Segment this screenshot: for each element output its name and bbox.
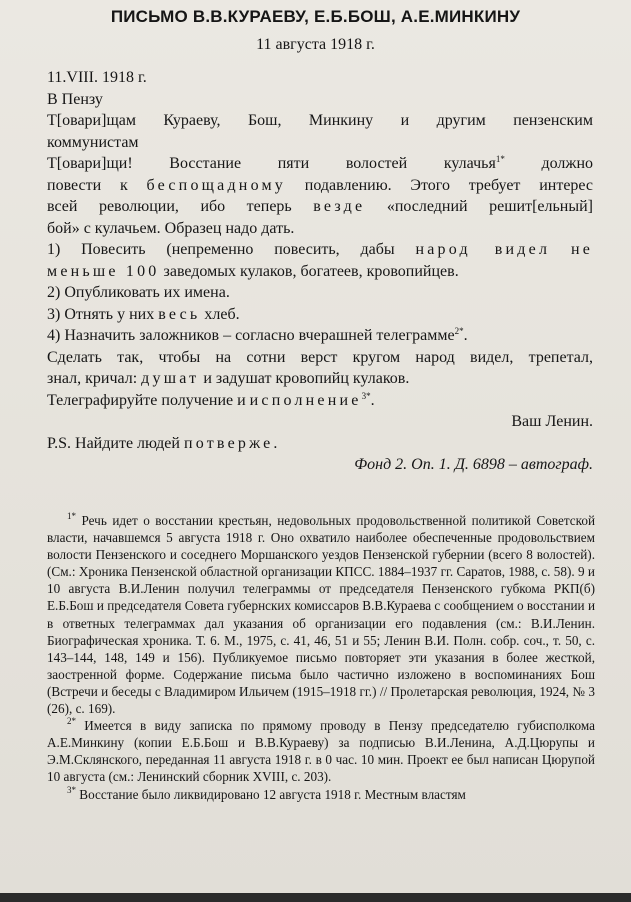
bottom-edge — [0, 893, 631, 902]
footnote-marker: 1* — [495, 154, 505, 164]
text-span: знал, кричал: — [47, 370, 138, 387]
text-span: . — [273, 434, 278, 452]
footnote-text: Речь идет о восстании крестьян, недовольных продовольственной политикой Советской власти, начавшемся 5 августа 1918 г. Оно охватило наиболее обеспеченные продовольствием волости Пензенского и соседнего Моршанского уездов Пензенской губернии (всего 8 волостей). (См.: Хроника Пензенской областной организации КПСС. 1884–1937 гг. Саратов, 1988, с. 58). 9 и 10 августа В.И.Ленин получил телеграммы от председателя Пензенского губкома РКП(б) Е.Б.Бош и председателя Совета губернских комиссаров В.В.Кураева с сообщением о восстании и в ответных телеграммах дал указания об организации его подавления (см.: В.И.Ленин. Биографическая хроника. Т. 6. М., 1975, с. 41, 46, 51 и 55; Ленин В.И. Полн. собр. соч., т. 50, с. 143–144, 148, 149 и 156). Публикуемое письмо повторяет эти указания в более жесткой, заостренной форме. Содержание письма было частично изложено в воспоминаниях Бош (Встречи и беседы с Владимиром Ильичем (1915–1918 гг.) // Пролетарская революция, 1924, № 3 (26), с. 169). — [47, 513, 596, 717]
text-span: всей революции, ибо теперь — [47, 198, 292, 215]
list-item-4 — [47, 325, 593, 347]
text-span: . — [370, 391, 375, 409]
footnote-marker: 3* — [361, 390, 371, 401]
text-span: 1) Повесить (непременно повесить, дабы — [47, 241, 395, 258]
letter-paragraph-line — [47, 175, 593, 197]
spaced-text: потверже — [183, 434, 274, 452]
list-item-3 — [47, 304, 593, 326]
letter-body — [47, 67, 593, 476]
footnote-1 — [47, 512, 595, 717]
letter-paragraph-line — [47, 196, 593, 218]
spaced-text: народ видел — [415, 241, 551, 258]
text-span: должно — [541, 155, 594, 172]
footnote-marker: 2* — [454, 326, 464, 336]
postscript — [47, 433, 593, 455]
footnote-marker: 1* — [67, 511, 76, 521]
letter-paragraph-line: бой» с кулачьем. Образец надо дать. — [47, 219, 295, 237]
letter-paragraph-line — [47, 368, 593, 390]
text-span: Т[овари]щи! Восстание пяти волостей кулачья — [47, 155, 496, 172]
spaced-text: исполнение — [249, 391, 362, 409]
text-span: Телеграфируйте получение и — [47, 391, 246, 409]
spaced-text: везде — [313, 198, 366, 215]
text-span: заведомых кулаков, богатеев, кровопийцев. — [163, 262, 459, 280]
list-item-1 — [47, 239, 593, 261]
letter-paragraph-line: Сделать так, чтобы на сотни верст кругом народ видел, трепетал, — [47, 348, 593, 366]
text-span: 4) Назначить заложников – согласно вчерашней телеграмме — [47, 327, 455, 344]
letter-paragraph-line — [47, 390, 593, 412]
letter-paragraph-line — [47, 153, 593, 175]
text-span: 3) Отнять у них — [47, 305, 155, 323]
spaced-text: не — [570, 241, 594, 258]
spaced-text: меньше 100 — [47, 262, 160, 280]
text-span: . — [463, 327, 468, 344]
text-span: подавлению. Этого требует интерес — [304, 176, 594, 194]
document-date: 11 августа 1918 г. — [256, 36, 375, 53]
footnote-marker: 3* — [67, 784, 76, 795]
text-span: повести к — [47, 176, 128, 194]
text-span: хлеб. — [204, 305, 240, 323]
text-span: P.S. Найдите людей — [47, 434, 180, 452]
footnote-3 — [47, 786, 595, 803]
footnote-text: Восстание было ликвидировано 12 августа 1918 г. Местным властям — [79, 786, 466, 802]
spaced-text: душат — [141, 370, 200, 387]
spaced-text: весь — [158, 305, 201, 323]
address-text: Т[овари]щам Кураеву, Бош, Минкину и другим пензенским — [47, 112, 593, 129]
spaced-text: беспощадному — [146, 176, 286, 194]
footnote-text: Имеется в виду записка по прямому проводу в Пензу председателю губисполкома А.Е.Минкину (копии Е.Б.Бош и В.В.Кураеву) за подписью В.И.Ленина, А.Д.Цюрупы и Э.М.Склянского, переданная 11 августа 1918 г. в 0 час. 10 мин. Проект ее был написан Цюрупой 10 августа (см.: Ленинский сборник XVIII, с. 203). — [47, 718, 595, 785]
letter-address-line — [47, 110, 593, 132]
letter-dateline: 11.VIII. 1918 г. — [47, 69, 147, 86]
list-item-2: 2) Опубликовать их имена. — [47, 284, 230, 301]
text-span: «последний решит[ельный] — [386, 198, 594, 215]
letter-destination: В Пензу — [47, 90, 103, 108]
footnote-2 — [47, 717, 595, 785]
text-span: и задушат кровопийц кулаков. — [203, 370, 410, 387]
list-item-1-cont — [47, 261, 593, 283]
footnotes — [47, 512, 595, 803]
document-title: ПИСЬМО В.В.КУРАЕВУ, Е.Б.БОШ, А.Е.МИНКИНУ — [110, 7, 521, 26]
archive-reference: Фонд 2. Оп. 1. Д. 6898 – автограф. — [354, 456, 593, 473]
letter-address-line-2: коммунистам — [47, 133, 139, 151]
signature: Ваш Ленин. — [511, 413, 593, 430]
footnote-marker: 2* — [67, 716, 76, 727]
